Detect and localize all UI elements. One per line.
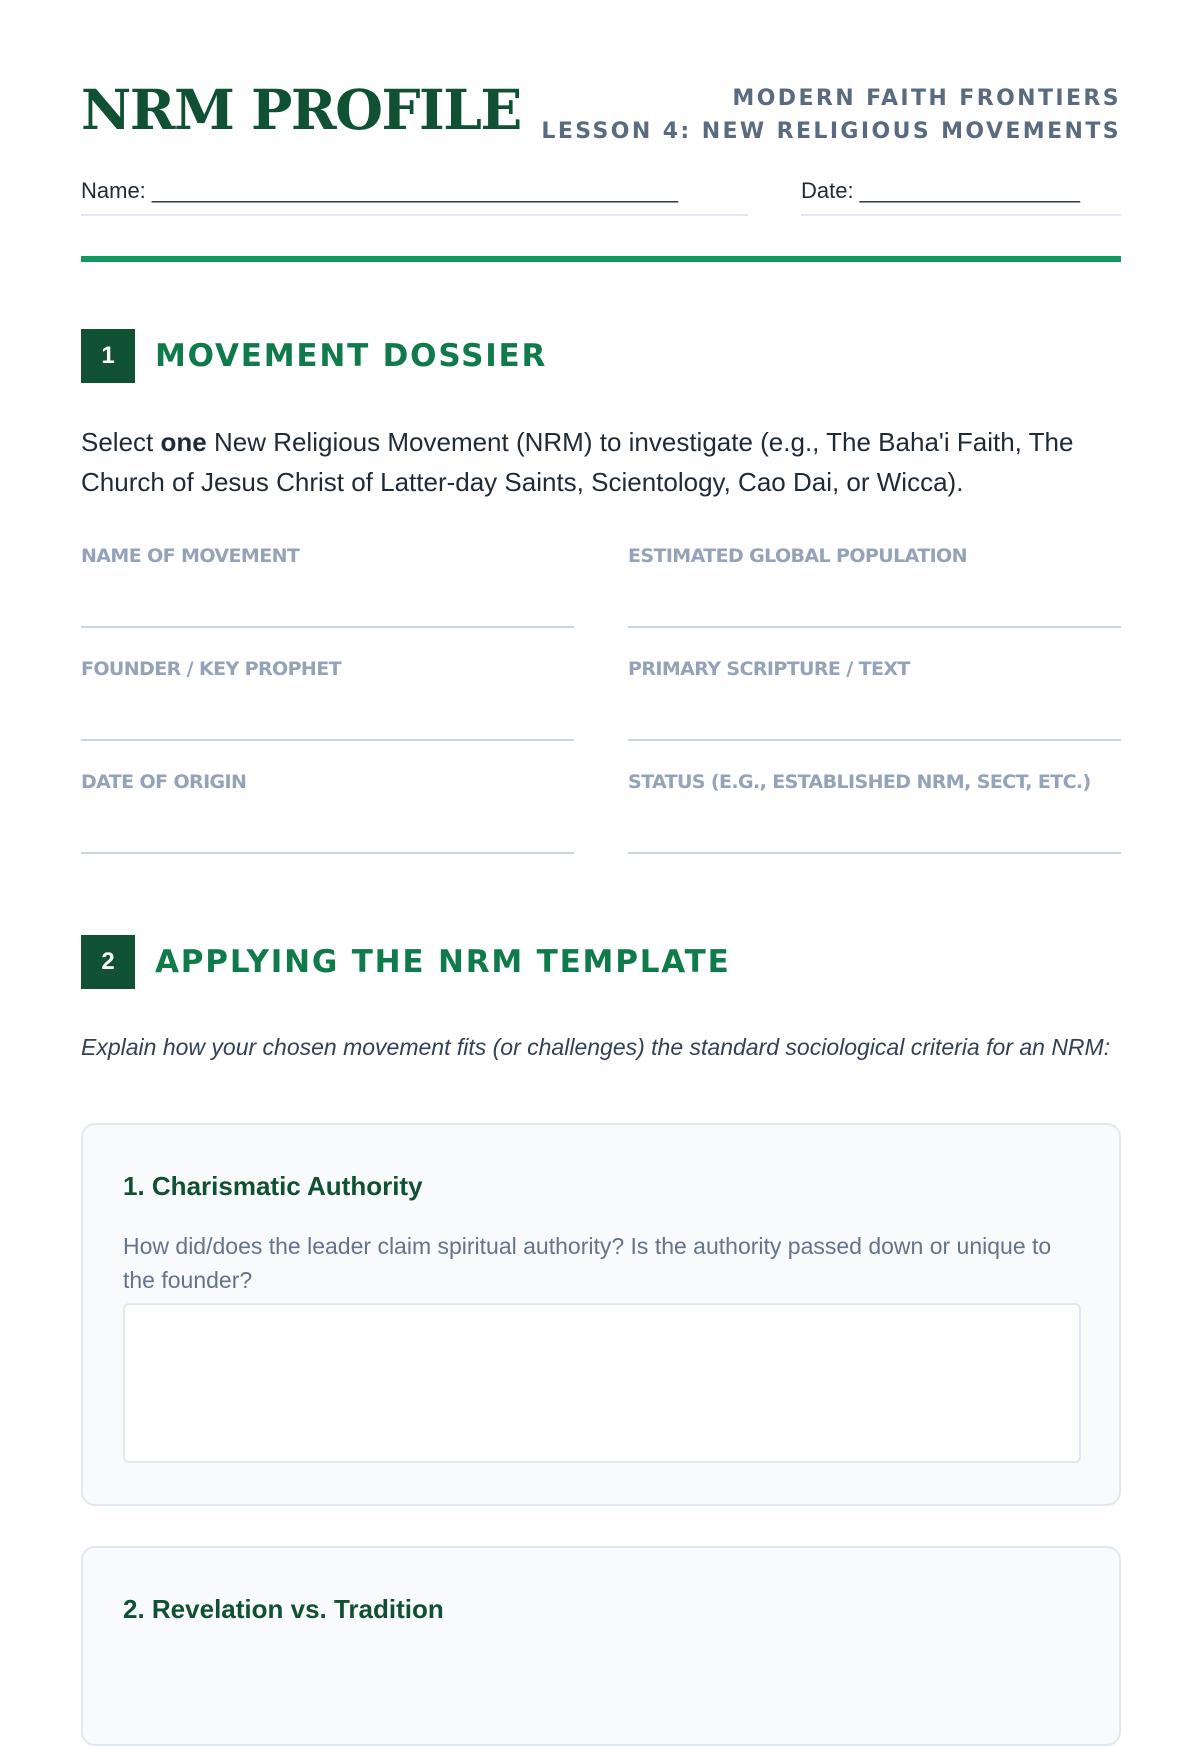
course-info — [541, 82, 1121, 148]
section-1-number-badge: 1 — [81, 329, 135, 383]
field-label: STATUS (E.G., ESTABLISHED NRM, SECT, ETC.) — [628, 771, 1091, 793]
criterion-answer-box[interactable] — [123, 1303, 1081, 1463]
movement-name-field[interactable] — [81, 545, 574, 628]
lesson-name: LESSON 4: NEW RELIGIOUS MOVEMENTS — [541, 119, 1121, 144]
section-1-intro — [81, 422, 1121, 502]
criterion-card-charismatic-authority — [81, 1123, 1121, 1506]
field-label: PRIMARY SCRIPTURE / TEXT — [628, 658, 910, 680]
criterion-title: 1. Charismatic Authority — [123, 1171, 423, 1201]
section-2-header — [81, 935, 731, 989]
section-1-header — [81, 329, 547, 383]
field-label: FOUNDER / KEY PROPHET — [81, 658, 341, 680]
field-label: ESTIMATED GLOBAL POPULATION — [628, 545, 967, 567]
course-name: MODERN FAITH FRONTIERS — [732, 86, 1121, 111]
document-title: NRM PROFILE — [81, 77, 521, 142]
global-population-field[interactable] — [628, 545, 1121, 628]
status-field[interactable] — [628, 771, 1121, 854]
founder-field[interactable] — [81, 658, 574, 741]
section-2-title: APPLYING THE NRM TEMPLATE — [155, 944, 731, 980]
field-label: DATE OF ORIGIN — [81, 771, 247, 793]
date-of-origin-field[interactable] — [81, 771, 574, 854]
section-1-title: MOVEMENT DOSSIER — [155, 338, 548, 374]
criterion-title: 2. Revelation vs. Tradition — [123, 1594, 444, 1624]
student-name-field[interactable]: Name: ___________________________________________ — [81, 176, 748, 216]
scripture-field[interactable] — [628, 658, 1121, 741]
intro-text-emphasis: one — [160, 427, 207, 457]
criterion-prompt: How did/does the leader claim spiritual authority? Is the authority passed down or unique to the founder? — [123, 1233, 1052, 1293]
worksheet-page — [81, 0, 1121, 1624]
field-label: NAME OF MOVEMENT — [81, 545, 300, 567]
criterion-card-revelation — [81, 1546, 1121, 1746]
intro-text-end: New Religious Movement (NRM) to investigate (e.g., The Baha'i Faith, The Church of Jesus Christ of Latter-day Saints, Scientology, Cao Dai, or Wicca). — [81, 427, 1074, 497]
header-divider — [81, 256, 1121, 262]
section-2-number-badge: 2 — [81, 935, 135, 989]
intro-text-start: Select — [81, 427, 161, 457]
date-field[interactable]: Date: __________________ — [801, 176, 1121, 216]
section-2-instruction: Explain how your chosen movement fits (or challenges) the standard sociological criteria for an NRM: — [81, 1034, 1111, 1060]
